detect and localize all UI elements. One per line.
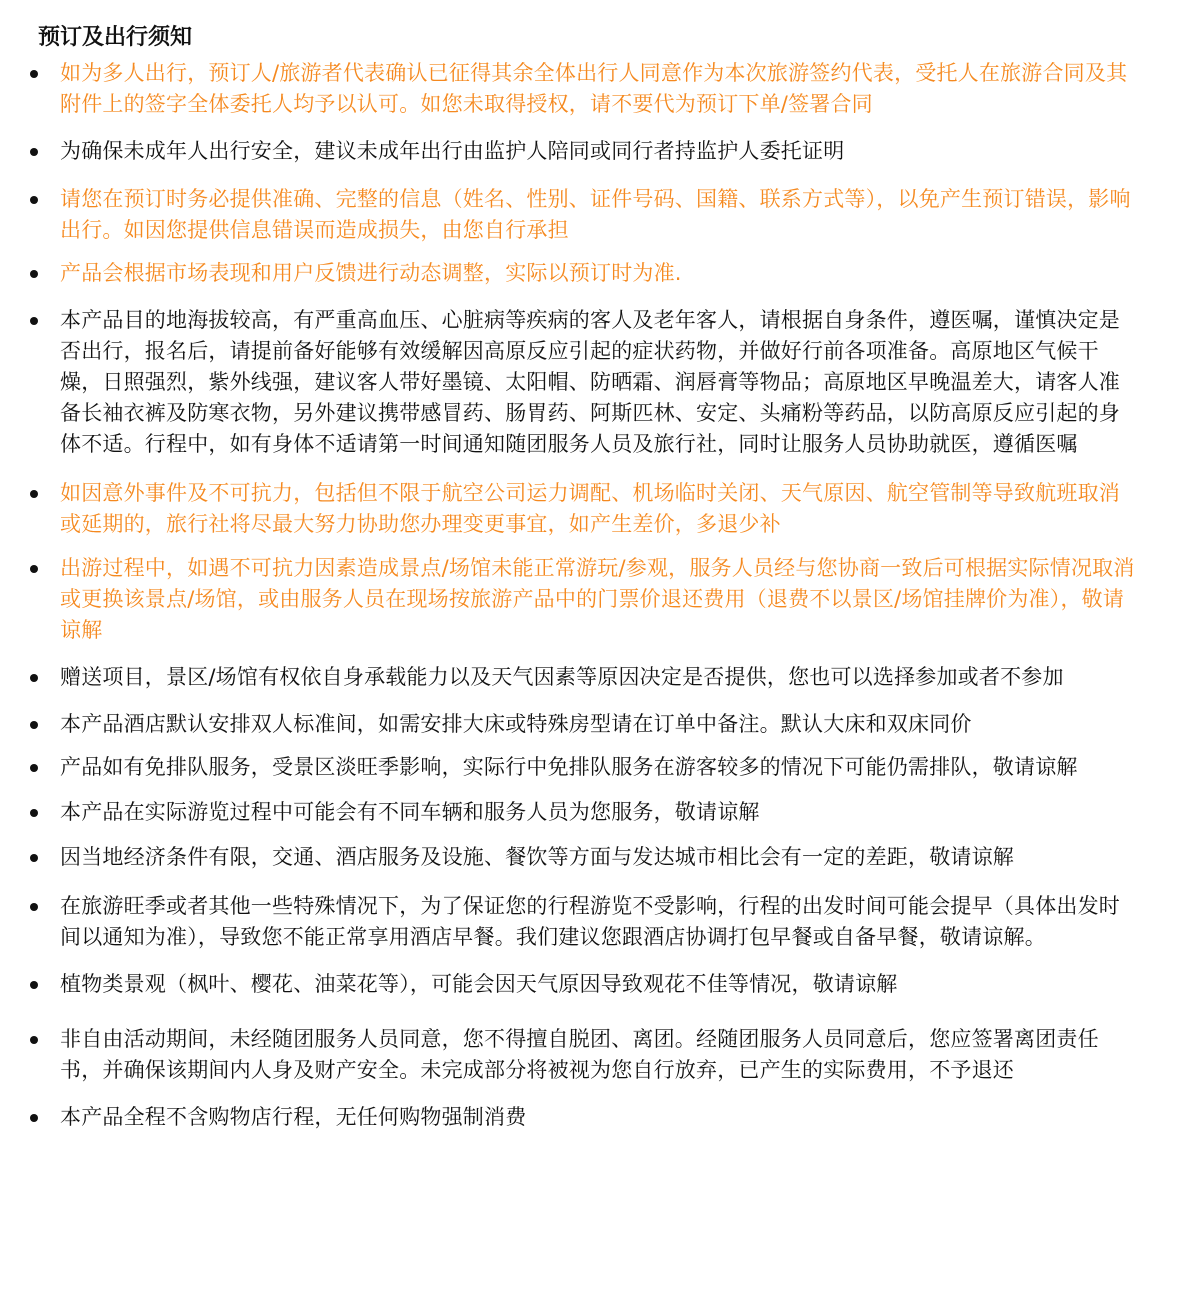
notice-text: 本产品酒店默认安排双人标准间，如需安排大床或特殊房型请在订单中备注。默认大床和双床同价 [60,712,972,736]
bullet-icon [30,981,38,989]
bullet-icon [30,1114,38,1122]
bullet-icon [30,809,38,817]
notice-text: 非自由活动期间，未经随团服务人员同意，您不得擅自脱团、离团。经随团服务人员同意后，您应签署离团责任书，并确保该期间内人身及财产安全。未完成部分将被视为您自行放弃，已产生的实际费用，不予退还 [60,1027,1099,1082]
notice-text: 出游过程中，如遇不可抗力因素造成景点/场馆未能正常游玩/参观，服务人员经与您协商一致后可根据实际情况取消或更换该景点/场馆，或由服务人员在现场按旅游产品中的门票价退还费用（退费不以景区/场馆挂牌价为准），敬请谅解 [60,556,1135,642]
notice-text: 因当地经济条件有限，交通、酒店服务及设施、餐饮等方面与发达城市相比会有一定的差距，敬请谅解 [60,845,1014,869]
list-item [30,709,1140,740]
bullet-icon [30,270,38,278]
notice-text: 植物类景观（枫叶、樱花、油菜花等），可能会因天气原因导致观花不佳等情况，敬请谅解 [60,972,898,996]
notice-list [30,58,1140,1133]
section-title: 预订及出行须知 [38,25,193,50]
bullet-icon [30,196,38,204]
notice-text: 如因意外事件及不可抗力，包括但不限于航空公司运力调配、机场临时关闭、天气原因、航空管制等导致航班取消或延期的，旅行社将尽最大努力协助您办理变更事宜，如产生差价，多退少补 [60,481,1120,536]
list-item [30,184,1140,246]
notice-text: 在旅游旺季或者其他一些特殊情况下，为了保证您的行程游览不受影响，行程的出发时间可能会提早（具体出发时间以通知为准），导致您不能正常享用酒店早餐。我们建议您跟酒店协调打包早餐或自备早餐，敬请谅解。 [60,894,1120,949]
list-item [30,842,1140,873]
notice-text: 本产品目的地海拔较高，有严重高血压、心脏病等疾病的客人及老年客人，请根据自身条件，遵医嘱，谨慎决定是否出行，报名后，请提前备好能够有效缓解因高原反应引起的症状药物，并做好行前各项准备。高原地区气候干燥，日照强烈，紫外线强，建议客人带好墨镜、太阳帽、防晒霜、润唇膏等物品；高原地区早晚温差大，请客人准备长袖衣裤及防寒衣物，另外建议携带感冒药、肠胃药、阿斯匹林、安定、头痛粉等药品，以防高原反应引起的身体不适。行程中，如有身体不适请第一时间通知随团服务人员及旅行社，同时让服务人员协助就医，遵循医嘱 [60,308,1120,456]
list-item [30,553,1140,646]
bullet-icon [30,70,38,78]
notice-text: 如为多人出行，预订人/旅游者代表确认已征得其余全体出行人同意作为本次旅游签约代表，受托人在旅游合同及其附件上的签字全体委托人均予以认可。如您未取得授权，请不要代为预订下单/签署合同 [60,61,1128,116]
bullet-icon [30,764,38,772]
notice-text: 本产品在实际游览过程中可能会有不同车辆和服务人员为您服务，敬请谅解 [60,800,760,824]
list-item [30,305,1140,460]
list-item [30,1024,1140,1086]
bullet-icon [30,148,38,156]
notice-text: 本产品全程不含购物店行程，无任何购物强制消费 [60,1105,527,1129]
notice-text: 产品如有免排队服务，受景区淡旺季影响，实际行中免排队服务在游客较多的情况下可能仍需排队，敬请谅解 [60,755,1078,779]
bullet-icon [30,721,38,729]
bullet-icon [30,903,38,911]
bullet-icon [30,674,38,682]
notice-text: 请您在预订时务必提供准确、完整的信息（姓名、性别、证件号码、国籍、联系方式等），以免产生预订错误，影响出行。如因您提供信息错误而造成损失，由您自行承担 [60,187,1131,242]
list-item [30,752,1140,783]
notice-text: 产品会根据市场表现和用户反馈进行动态调整，实际以预订时为准. [60,261,682,285]
list-item [30,58,1140,120]
bullet-icon [30,317,38,325]
list-item [30,891,1140,953]
list-item [30,1102,1140,1133]
bullet-icon [30,854,38,862]
notice-text: 赠送项目，景区/场馆有权依自身承载能力以及天气因素等原因决定是否提供，您也可以选择参加或者不参加 [60,665,1064,689]
list-item [30,478,1140,540]
list-item [30,136,1140,167]
list-item [30,969,1140,1000]
notice-text: 为确保未成年人出行安全，建议未成年出行由监护人陪同或同行者持监护人委托证明 [60,139,845,163]
bullet-icon [30,1036,38,1044]
list-item [30,662,1140,693]
bullet-icon [30,490,38,498]
list-item [30,797,1140,828]
list-item [30,258,1140,289]
bullet-icon [30,565,38,573]
